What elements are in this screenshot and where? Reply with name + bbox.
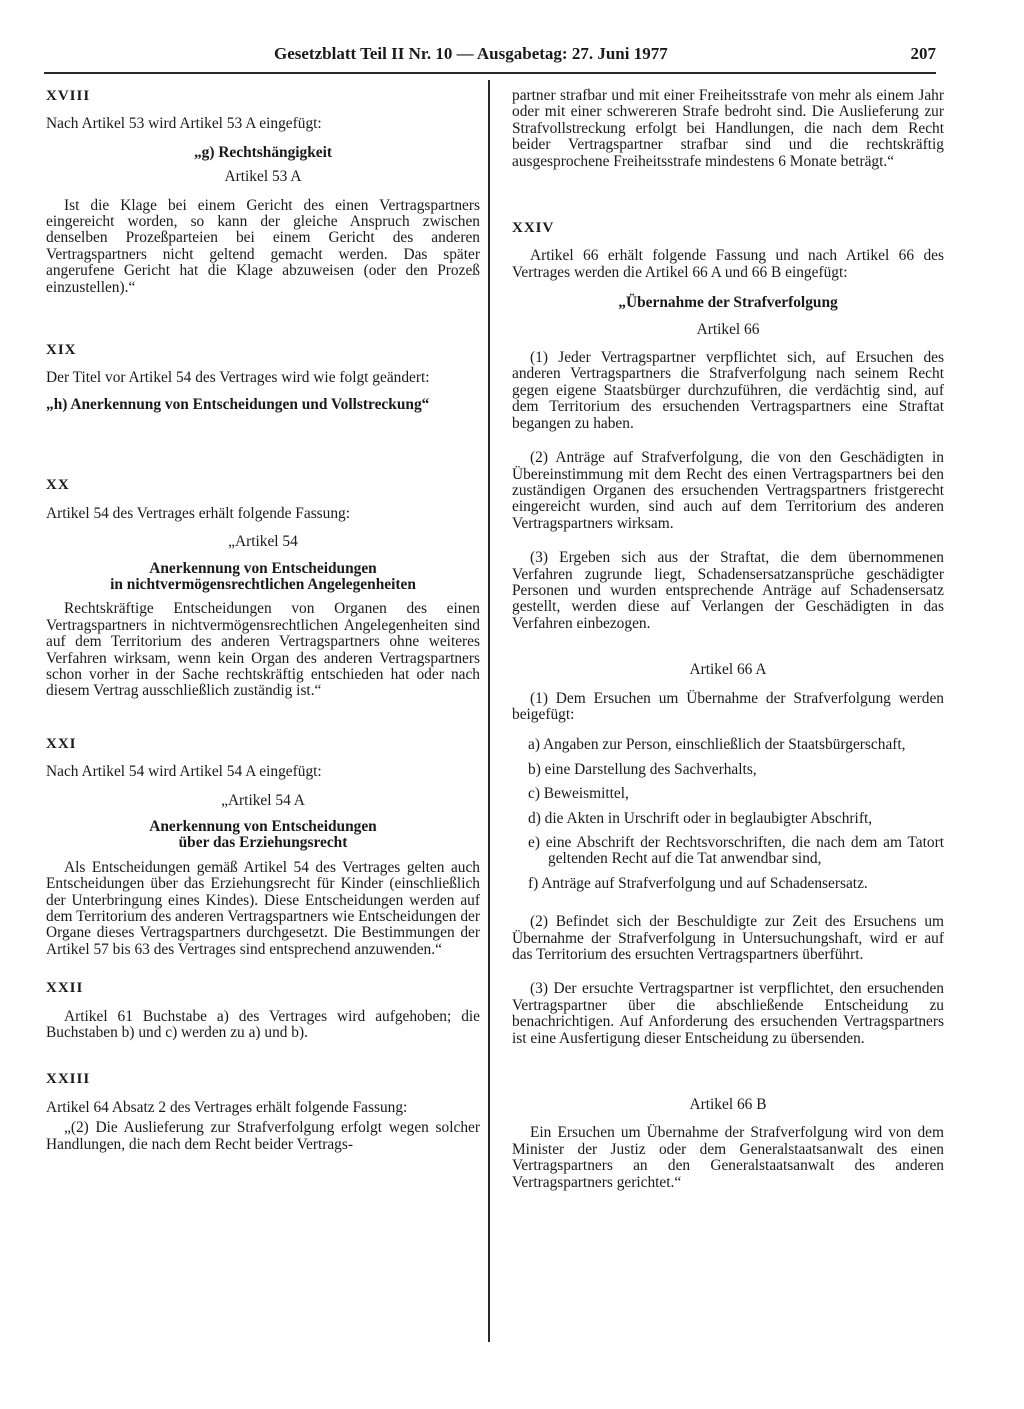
section-numeral: XXII — [46, 980, 84, 997]
continuation-text: partner strafbar und mit einer Freiheitsstrafe von mehr als einem Jahr oder mit einer schwereren Strafe bedroht sind. Die Auslieferung zur Strafvollstreckung erfolgt bei Handlungen, die nach dem Recht beider Vertragspartner strafbar sind und die rechtskräftig ausgesprochene Freiheitsstrafe mindestens 6 Monate beträgt.“ — [512, 87, 944, 170]
article-text: Ein Ersuchen um Übernahme der Strafverfolgung wird von dem Minister der Justiz oder dem Generalstaatsanwalt des einen Vertragspartners an den Generalstaatsanwalt des anderen Vertragspartners gerichtet.“ — [512, 1124, 944, 1191]
section-heading: über das Erziehungsrecht — [178, 834, 348, 852]
list-item: f) Anträge auf Strafverfolgung und auf Schadensersatz. — [528, 874, 868, 892]
section-numeral: XX — [46, 477, 70, 494]
article-title: Artikel 66 — [696, 320, 760, 338]
section-intro: Artikel 54 des Vertrages erhält folgende Fassung: — [46, 504, 351, 522]
article-text: Als Entscheidungen gemäß Artikel 54 des Vertrages gelten auch Entscheidungen über das Erziehungsrecht für Kinder (einschließlich der Unterbringung eines Kindes). Diese Entscheidungen werden auf dem Territorium des anderen Vertragspartners wie Entscheidungen der Organe dieses Vertragspartners durchgesetzt. Die Bestimmungen der Artikel 57 bis 63 des Vertrages sind entsprechend anzuwenden.“ — [46, 858, 480, 958]
list-item: c) Beweismittel, — [528, 785, 629, 803]
header-rule — [44, 72, 936, 74]
section-numeral: XXIV — [512, 220, 555, 237]
article-title: Artikel 53 A — [224, 168, 302, 186]
section-heading: Anerkennung von Entscheidungen — [149, 817, 377, 835]
section-heading: „Übernahme der Strafverfolgung — [618, 294, 838, 312]
article-title: „Artikel 54 A — [221, 791, 305, 809]
section-intro: Artikel 64 Absatz 2 des Vertrages erhält folgende Fassung: — [46, 1098, 408, 1116]
article-title: Artikel 66 B — [689, 1096, 767, 1114]
section-text: Artikel 61 Buchstabe a) des Vertrages wird aufgehoben; die Buchstaben b) und c) werden zu a) und b). — [46, 1007, 480, 1042]
paragraph-2: (2) Anträge auf Strafverfolgung, die von den Geschädigten in Übereinstimmung mit dem Recht des einen Vertragspartners bei den zuständigen Organen des ersuchenden Vertragspartners fristgerecht eingereicht wurden, sind auch auf dem Territorium des anderen Vertragspartners wirksam. — [512, 449, 944, 532]
paragraph-2: (2) Befindet sich der Beschuldigte zur Zeit des Ersuchens um Übernahme der Strafverfolgung in Untersuchungshaft, wird er auf das Territorium des ersuchten Vertragspartners überführt. — [512, 913, 944, 964]
page-header — [44, 44, 936, 68]
left-column — [46, 88, 480, 1153]
paragraph-3: (3) Der ersuchte Vertragspartner ist verpflichtet, den ersuchenden Vertragspartner über die abschließende Entscheidung zu benachrichtigen. Auf Anforderung des ersuchenden Vertragspartners ist eine Ausfertigung dieser Entscheidung zu übersenden. — [512, 980, 944, 1047]
section-heading: „h) Anerkennung von Entscheidungen und Vollstreckung“ — [46, 395, 430, 413]
section-intro: Nach Artikel 54 wird Artikel 54 A eingefügt: — [46, 763, 322, 781]
paragraph-3: (3) Ergeben sich aus der Straftat, die dem übernommenen Verfahren zugrunde liegt, Schadensersatzansprüche geschädigter Personen und wurden entsprechende Anträge auf Schadensersatz gestellt, werden diese auf Verlangen der Geschädigten in das Verfahren einbezogen. — [512, 549, 944, 632]
paragraph-1: (1) Jeder Vertragspartner verpflichtet sich, auf Ersuchen des anderen Vertragspartners die Strafverfolgung nach seinem Recht gegen eigene Staatsbürger durchzuführen, die verdächtig sind, auf dem Territorium des ersuchenden Vertragspartners eine Straftat begangen zu haben. — [512, 349, 944, 432]
section-numeral: XVIII — [46, 88, 91, 104]
list-item: a) Angaben zur Person, einschließlich der Staatsbürgerschaft, — [528, 736, 906, 754]
section-numeral: XXIII — [46, 1071, 91, 1088]
enclosure-list — [512, 737, 944, 892]
section-heading: in nichtvermögensrechtlichen Angelegenheiten — [110, 575, 416, 593]
section-numeral: XXI — [46, 735, 77, 752]
column-divider — [488, 80, 490, 1342]
article-title: „Artikel 54 — [228, 533, 298, 551]
section-heading: „g) Rechtshängigkeit — [193, 143, 333, 161]
section-intro: Nach Artikel 53 wird Artikel 53 A eingefügt: — [46, 115, 322, 133]
article-text: „(2) Die Auslieferung zur Strafverfolgung erfolgt wegen solcher Handlungen, die nach dem Recht beider Vertrags- — [46, 1119, 480, 1153]
page-number: 207 — [910, 44, 936, 63]
section-heading: Anerkennung von Entscheidungen — [149, 559, 377, 577]
article-title: Artikel 66 A — [689, 661, 767, 679]
list-item: d) die Akten in Urschrift oder in beglaubigter Abschrift, — [528, 809, 873, 827]
section-intro: Artikel 66 erhält folgende Fassung und nach Artikel 66 des Vertrages werden die Artikel 66 A und 66 B eingefügt: — [512, 247, 944, 281]
section-numeral: XIX — [46, 342, 77, 359]
section-intro: Der Titel vor Artikel 54 des Vertrages wird wie folgt geändert: — [46, 369, 430, 387]
header-title: Gesetzblatt Teil II Nr. 10 — Ausgabetag: 27. Juni 1977 — [274, 44, 668, 63]
paragraph-1: (1) Dem Ersuchen um Übernahme der Strafverfolgung werden beigefügt: — [512, 689, 944, 723]
list-item: b) eine Darstellung des Sachverhalts, — [528, 760, 757, 778]
right-column — [512, 88, 944, 1191]
list-item: e) eine Abschrift der Rechtsvorschriften, die nach dem am Tatort geltenden Recht auf die Tat anwendbar sind, — [528, 834, 944, 868]
article-text: Rechtskräftige Entscheidungen von Organen des einen Vertragspartners in nichtvermögensrechtlichen Angelegenheiten sind auf dem Territorium des anderen Vertragspartners ohne weiteres Verfahren wirksam, wenn kein Organ des anderen Vertragspartners schon vorher in der Sache rechtskräftig entschieden hat oder nach diesem Vertrag ausschließlich zuständig ist.“ — [46, 600, 480, 700]
article-text: Ist die Klage bei einem Gericht des einen Vertragspartners eingereicht worden, so kann der gleiche Anspruch zwischen denselben Prozeßparteien bei einem Gericht des anderen Vertragspartners nicht geltend gemacht werden. Das später angerufene Gericht hat die Klage abzuweisen (oder den Prozeß einzustellen).“ — [46, 196, 480, 296]
